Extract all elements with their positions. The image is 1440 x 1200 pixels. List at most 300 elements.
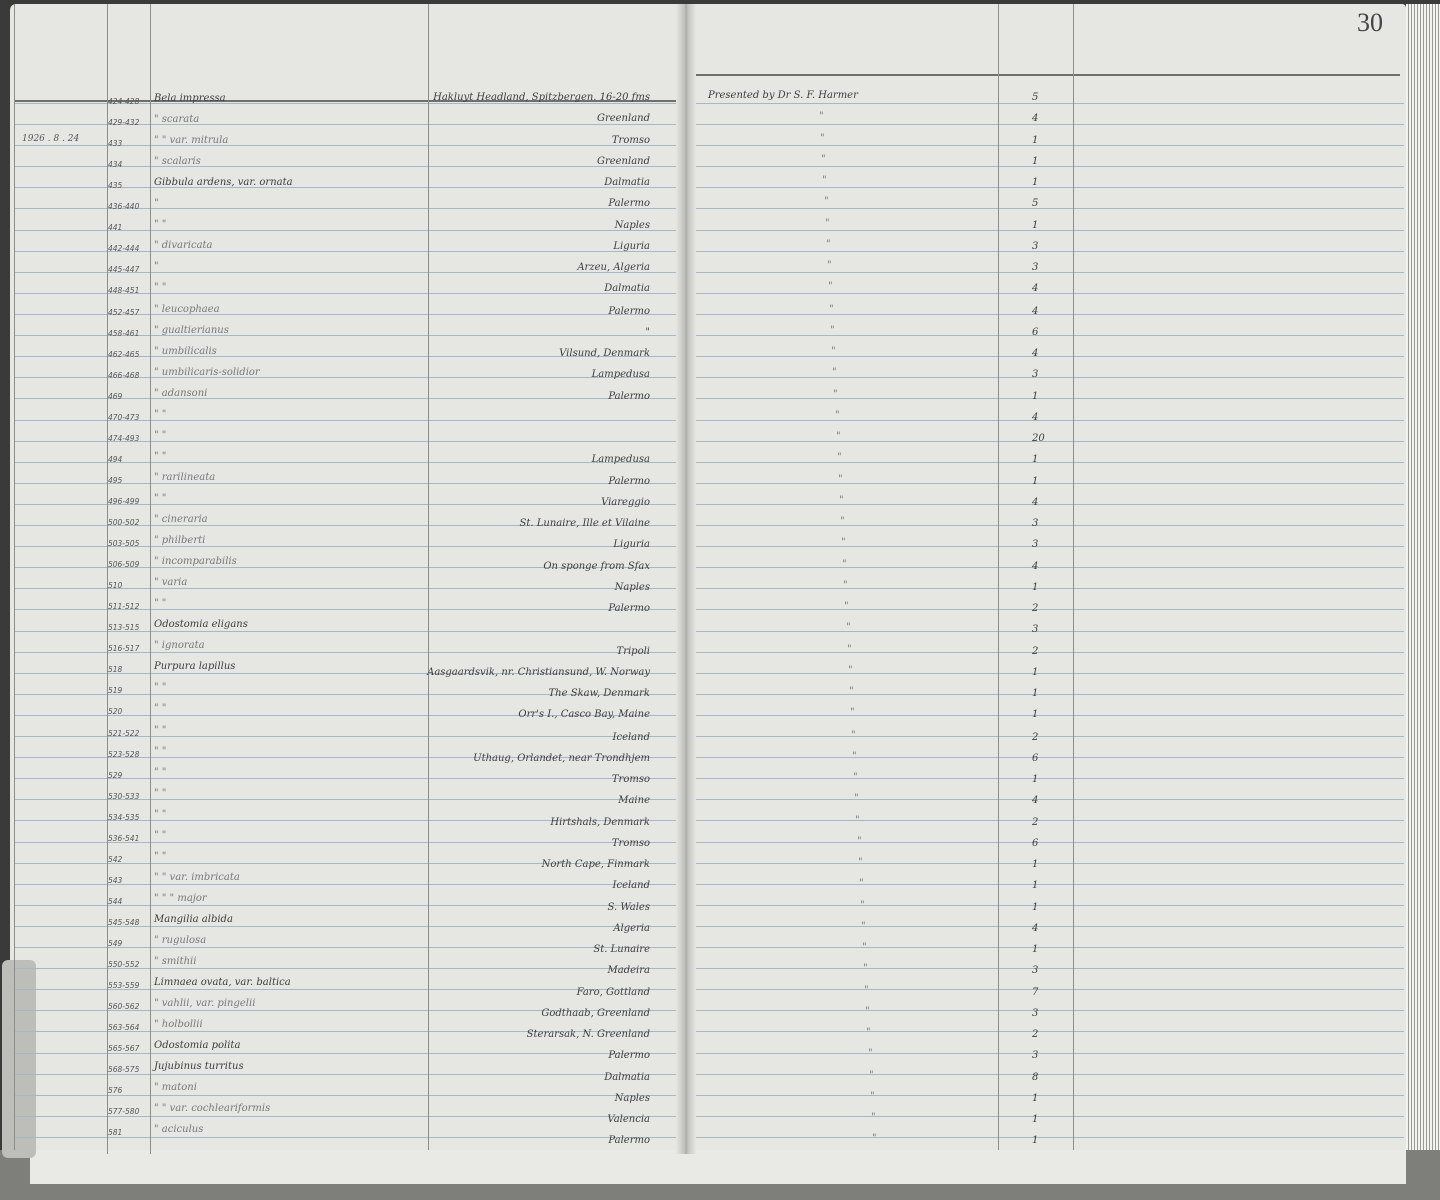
ruled-line [696, 1074, 1404, 1075]
species-name: Odostomia eligans [154, 619, 248, 630]
specimen-count: 1 [1032, 880, 1039, 891]
species-name: " " var. imbricata [154, 872, 240, 883]
species-name: " leucophaea [154, 304, 220, 315]
ruled-line [696, 377, 1404, 378]
locality: Iceland [612, 880, 650, 891]
lower-page-edge [30, 1150, 1406, 1184]
specimen-count: 6 [1032, 327, 1039, 338]
species-name: " rugulosa [154, 935, 207, 946]
specimen-count: 1 [1032, 902, 1039, 913]
ruled-line [696, 567, 1404, 568]
register-number: 452-457 [108, 308, 140, 317]
locality: S. Wales [607, 902, 650, 913]
species-name: " " [154, 682, 167, 693]
ruled-line [696, 272, 1404, 273]
ruled-line [696, 525, 1404, 526]
species-name: " cineraria [154, 514, 208, 525]
locality: Liguria [613, 241, 650, 252]
specimen-count: 3 [1032, 369, 1039, 380]
specimen-count: 1 [1032, 476, 1039, 487]
register-number: 520 [108, 707, 123, 716]
species-name: " " [154, 746, 167, 757]
column-rule [428, 4, 429, 1150]
ruled-line [696, 652, 1404, 653]
donor-note: " [832, 367, 837, 378]
ruled-line [696, 166, 1404, 167]
locality: Dalmatia [604, 1072, 650, 1083]
locality: Lampedusa [591, 454, 650, 465]
register-number: 436-440 [108, 202, 140, 211]
donor-note: " [861, 921, 866, 932]
locality: Vilsund, Denmark [559, 348, 650, 359]
ruled-line [696, 462, 1404, 463]
specimen-count: 4 [1032, 923, 1039, 934]
specimen-count: 3 [1032, 262, 1039, 273]
specimen-count: 3 [1032, 518, 1039, 529]
register-number: 503-505 [108, 539, 140, 548]
donor-note: " [829, 304, 834, 315]
ruled-line [696, 778, 1404, 779]
ruled-line [696, 694, 1404, 695]
ruled-line [696, 483, 1404, 484]
register-number: 424-428 [108, 97, 140, 106]
specimen-count: 3 [1032, 1008, 1039, 1019]
locality: Uthaug, Orlandet, near Trondhjem [473, 753, 650, 764]
specimen-count: 6 [1032, 838, 1039, 849]
locality: St. Lunaire [593, 944, 650, 955]
register-number: 500-502 [108, 518, 140, 527]
species-name: " gualtierianus [154, 325, 229, 336]
donor-note: " [827, 260, 832, 271]
species-name: " umbilicaris-solidior [154, 367, 260, 378]
ruled-line [696, 230, 1404, 231]
donor-note: " [836, 431, 841, 442]
specimen-count: 2 [1032, 732, 1039, 743]
specimen-count: 3 [1032, 241, 1039, 252]
donor-note: " [872, 1133, 877, 1144]
specimen-count: 3 [1032, 539, 1039, 550]
species-name: " vahlii, var. pingelii [154, 998, 256, 1009]
locality: On sponge from Sfax [543, 561, 650, 572]
register-number: 441 [108, 223, 123, 232]
species-name: " " [154, 493, 167, 504]
register-number: 529 [108, 771, 123, 780]
specimen-count: 1 [1032, 1114, 1039, 1125]
species-name: Purpura lapillus [154, 661, 236, 672]
register-number: 536-541 [108, 834, 140, 843]
page-edges [1406, 4, 1440, 1150]
ruled-line [696, 588, 1404, 589]
ruled-line [696, 842, 1404, 843]
ruled-line [696, 715, 1404, 716]
column-rule [150, 4, 151, 1154]
species-name: Mangilia albida [154, 914, 233, 925]
donor-note: " [833, 389, 838, 400]
locality: Naples [614, 220, 650, 231]
locality: Orr's I., Casco Bay, Maine [518, 709, 650, 720]
specimen-count: 1 [1032, 774, 1039, 785]
species-name: " " [154, 219, 167, 230]
locality: Palermo [608, 391, 650, 402]
specimen-count: 1 [1032, 859, 1039, 870]
ruled-line [696, 356, 1404, 357]
species-name: " umbilicalis [154, 346, 217, 357]
locality: Dalmatia [604, 177, 650, 188]
specimen-count: 1 [1032, 944, 1039, 955]
ruled-line [696, 820, 1404, 821]
specimen-count: 1 [1032, 667, 1039, 678]
register-number: 521-522 [108, 729, 140, 738]
donor-note: " [858, 857, 863, 868]
specimen-count: 1 [1032, 135, 1039, 146]
specimen-count: 1 [1032, 156, 1039, 167]
specimen-count: 1 [1032, 454, 1039, 465]
ruled-line [696, 546, 1404, 547]
column-rule [998, 4, 999, 1150]
register-number: 568-575 [108, 1065, 140, 1074]
register-number: 513-515 [108, 623, 140, 632]
donor-note: " [828, 281, 833, 292]
specimen-count: 20 [1032, 433, 1045, 444]
locality: St. Lunaire, Ille et Vilaine [519, 518, 650, 529]
locality: The Skaw, Denmark [548, 688, 650, 699]
locality: Algeria [613, 923, 650, 934]
donor-note: " [863, 963, 868, 974]
specimen-count: 4 [1032, 561, 1039, 572]
donor-note: " [852, 751, 857, 762]
locality: Sterarsak, N. Greenland [526, 1029, 650, 1040]
specimen-count: 4 [1032, 113, 1039, 124]
donor-note: " [825, 218, 830, 229]
specimen-count: 4 [1032, 283, 1039, 294]
species-name: " " var. mitrula [154, 135, 229, 146]
ruled-line [696, 251, 1404, 252]
ruled-line [696, 863, 1404, 864]
species-name: " smithii [154, 956, 197, 967]
specimen-count: 2 [1032, 646, 1039, 657]
ruled-line [696, 1137, 1404, 1138]
ruled-line [696, 799, 1404, 800]
book-gutter [676, 4, 696, 1154]
species-name: " " [154, 430, 167, 441]
register-number: 511-512 [108, 602, 140, 611]
donor-note: " [820, 133, 825, 144]
ruled-line [696, 504, 1404, 505]
locality: Hirtshals, Denmark [550, 817, 650, 828]
header-rule [696, 74, 1400, 76]
ruled-line [696, 1116, 1404, 1117]
species-name: " " [154, 767, 167, 778]
register-number: 448-451 [108, 286, 140, 295]
register-number: 523-528 [108, 750, 140, 759]
ruled-line [696, 1031, 1404, 1032]
species-name: " " [154, 409, 167, 420]
locality: Tripoli [616, 646, 650, 657]
ruled-line [696, 145, 1404, 146]
donor-note: " [865, 1006, 870, 1017]
locality: Valencia [607, 1114, 650, 1125]
locality: Palermo [608, 306, 650, 317]
ruled-line [696, 314, 1404, 315]
donor-note: " [839, 495, 844, 506]
locality: " [645, 327, 650, 338]
donor-note: " [854, 793, 859, 804]
specimen-count: 2 [1032, 603, 1039, 614]
specimen-count: 3 [1032, 1050, 1039, 1061]
specimen-count: 4 [1032, 412, 1039, 423]
ruled-line [696, 187, 1404, 188]
register-number: 510 [108, 581, 123, 590]
specimen-count: 4 [1032, 795, 1039, 806]
species-name: " " [154, 809, 167, 820]
locality: Greenland [596, 156, 650, 167]
locality: Palermo [608, 198, 650, 209]
donor-note: " [857, 836, 862, 847]
donor-note: " [860, 900, 865, 911]
donor-note: " [821, 154, 826, 165]
ruled-line [696, 989, 1404, 990]
ruled-line [696, 905, 1404, 906]
species-name: " " [154, 830, 167, 841]
specimen-count: 5 [1032, 198, 1039, 209]
register-number: 577-580 [108, 1107, 140, 1116]
donor-note: " [866, 1027, 871, 1038]
locality: Naples [614, 582, 650, 593]
register-number: 462-465 [108, 350, 140, 359]
donor-note: " [853, 772, 858, 783]
ruled-line [696, 736, 1404, 737]
register-number: 494 [108, 455, 123, 464]
register-number: 519 [108, 686, 123, 695]
locality: Hakluyt Headland, Spitzbergen. 16-20 fms [433, 92, 650, 103]
locality: Godthaab, Greenland [541, 1008, 650, 1019]
date-stamp: 1926 . 8 . 24 [22, 134, 80, 144]
ruled-line [696, 398, 1404, 399]
specimen-count: 4 [1032, 306, 1039, 317]
register-number: 474-493 [108, 434, 140, 443]
ruled-line [696, 293, 1404, 294]
specimen-count: 7 [1032, 987, 1039, 998]
donor-note: " [848, 665, 853, 676]
locality: Tromso [611, 774, 650, 785]
register-number: 560-562 [108, 1002, 140, 1011]
register-number: 442-444 [108, 244, 140, 253]
ruled-line [696, 124, 1404, 125]
locality: Palermo [608, 603, 650, 614]
register-number: 466-468 [108, 371, 140, 380]
locality: Arzeu, Algeria [577, 262, 650, 273]
species-name: " " [154, 788, 167, 799]
register-number: 581 [108, 1128, 123, 1137]
specimen-count: 1 [1032, 391, 1039, 402]
register-number: 496-499 [108, 497, 140, 506]
donor-note: " [838, 474, 843, 485]
specimen-count: 3 [1032, 624, 1039, 635]
species-name: " " var. cochleariformis [154, 1103, 271, 1114]
register-number: 435 [108, 181, 123, 190]
ruled-line [696, 1095, 1404, 1096]
register-number: 495 [108, 476, 123, 485]
register-number: 545-548 [108, 918, 140, 927]
locality: Aasgaardsvik, nr. Christiansund, W. Norway [427, 667, 650, 678]
register-number: 506-509 [108, 560, 140, 569]
species-name: Jujubinus turritus [154, 1061, 244, 1072]
donor-note: " [831, 346, 836, 357]
ruled-line [696, 441, 1404, 442]
register-number: 565-567 [108, 1044, 140, 1053]
locality: Maine [618, 795, 650, 806]
register-number: 549 [108, 939, 123, 948]
donor-note: " [843, 580, 848, 591]
species-name: " " " major [154, 893, 207, 904]
species-name: " incomparabilis [154, 556, 237, 567]
specimen-count: 1 [1032, 220, 1039, 231]
locality: Palermo [608, 476, 650, 487]
species-name: " divaricata [154, 240, 213, 251]
register-number: 576 [108, 1086, 123, 1095]
donor-note: " [862, 942, 867, 953]
species-name: Bela impressa [154, 93, 226, 104]
register-number: 433 [108, 139, 123, 148]
right-page [686, 4, 1406, 1150]
donor-note: " [835, 410, 840, 421]
specimen-count: 1 [1032, 709, 1039, 720]
species-name: " adansoni [154, 388, 208, 399]
donor-note: " [826, 239, 831, 250]
specimen-count: 4 [1032, 348, 1039, 359]
donor-note: " [844, 601, 849, 612]
donor-note: " [841, 537, 846, 548]
page-number: 30 [1357, 8, 1383, 37]
ruled-line [696, 947, 1404, 948]
species-name: " " [154, 703, 167, 714]
register-number: 458-461 [108, 329, 140, 338]
donor-note: " [847, 644, 852, 655]
donor-note: " [855, 815, 860, 826]
specimen-count: 2 [1032, 1029, 1039, 1040]
register-number: 469 [108, 392, 123, 401]
species-name: " scarata [154, 114, 200, 125]
register-number: 445-447 [108, 265, 140, 274]
ruled-line [696, 1053, 1404, 1054]
locality: Viareggio [601, 497, 650, 508]
locality: North Cape, Finmark [541, 859, 650, 870]
register-number: 543 [108, 876, 123, 885]
locality: Liguria [613, 539, 650, 550]
donor-note: " [837, 452, 842, 463]
column-rule [14, 4, 15, 1150]
donor-note: " [850, 707, 855, 718]
donor-note: " [819, 111, 824, 122]
specimen-count: 1 [1032, 582, 1039, 593]
species-name: " " [154, 725, 167, 736]
register-number: 544 [108, 897, 123, 906]
locality: Tromso [611, 135, 650, 146]
species-name: " matoni [154, 1082, 197, 1093]
donor-note: " [830, 325, 835, 336]
ruled-line [696, 609, 1404, 610]
donor-note: " [851, 730, 856, 741]
species-name: " scalaris [154, 156, 201, 167]
ruled-line [696, 1010, 1404, 1011]
donor-note: " [871, 1112, 876, 1123]
species-name: Odostomia polita [154, 1040, 241, 1051]
register-number: 429-432 [108, 118, 140, 127]
specimen-count: 5 [1032, 92, 1039, 103]
register-number: 534-535 [108, 813, 140, 822]
donor-note: " [849, 686, 854, 697]
ruled-line [696, 208, 1404, 209]
register-number: 563-564 [108, 1023, 140, 1032]
species-name: " " [154, 282, 167, 293]
species-name: Limnaea ovata, var. baltica [154, 977, 291, 988]
donor-note: " [824, 196, 829, 207]
donor-note: " [859, 878, 864, 889]
donor-note: " [868, 1048, 873, 1059]
locality: Iceland [612, 732, 650, 743]
ruled-line [696, 420, 1404, 421]
column-rule [1073, 4, 1074, 1150]
species-name: " " [154, 598, 167, 609]
donor-note: " [840, 516, 845, 527]
donor-note: Presented by Dr S. F. Harmer [708, 90, 858, 101]
register-number: 530-533 [108, 792, 140, 801]
specimen-count: 1 [1032, 688, 1039, 699]
locality: Lampedusa [591, 369, 650, 380]
ruled-line [696, 884, 1404, 885]
donor-note: " [842, 559, 847, 570]
register-number: 434 [108, 160, 123, 169]
ruled-line [696, 926, 1404, 927]
donor-note: " [869, 1070, 874, 1081]
specimen-count: 6 [1032, 753, 1039, 764]
register-number: 470-473 [108, 413, 140, 422]
ruled-line [696, 968, 1404, 969]
species-name: " aciculus [154, 1124, 204, 1135]
species-name: Gibbula ardens, var. ornata [154, 177, 293, 188]
register-number: 518 [108, 665, 123, 674]
ruled-line [696, 103, 1404, 104]
ruled-line [696, 673, 1404, 674]
species-name: " " [154, 851, 167, 862]
locality: Palermo [608, 1135, 650, 1146]
locality: Faro, Gottland [576, 987, 650, 998]
left-page [10, 4, 686, 1150]
specimen-count: 8 [1032, 1072, 1039, 1083]
locality: Dalmatia [604, 283, 650, 294]
register-number: 553-559 [108, 981, 140, 990]
specimen-count: 2 [1032, 817, 1039, 828]
donor-note: " [864, 985, 869, 996]
locality: Greenland [596, 113, 650, 124]
register-number: 516-517 [108, 644, 140, 653]
register-number: 542 [108, 855, 123, 864]
locality: Tromso [611, 838, 650, 849]
ruled-line [696, 335, 1404, 336]
donor-note: " [846, 622, 851, 633]
specimen-count: 4 [1032, 497, 1039, 508]
species-name: " [154, 198, 159, 209]
species-name: " holbollii [154, 1019, 203, 1030]
register-number: 550-552 [108, 960, 140, 969]
donor-note: " [870, 1091, 875, 1102]
locality: Palermo [608, 1050, 650, 1061]
species-name: " varia [154, 577, 188, 588]
species-name: " [154, 261, 159, 272]
specimen-count: 1 [1032, 1093, 1039, 1104]
ruled-line [696, 757, 1404, 758]
locality: Madeira [607, 965, 650, 976]
